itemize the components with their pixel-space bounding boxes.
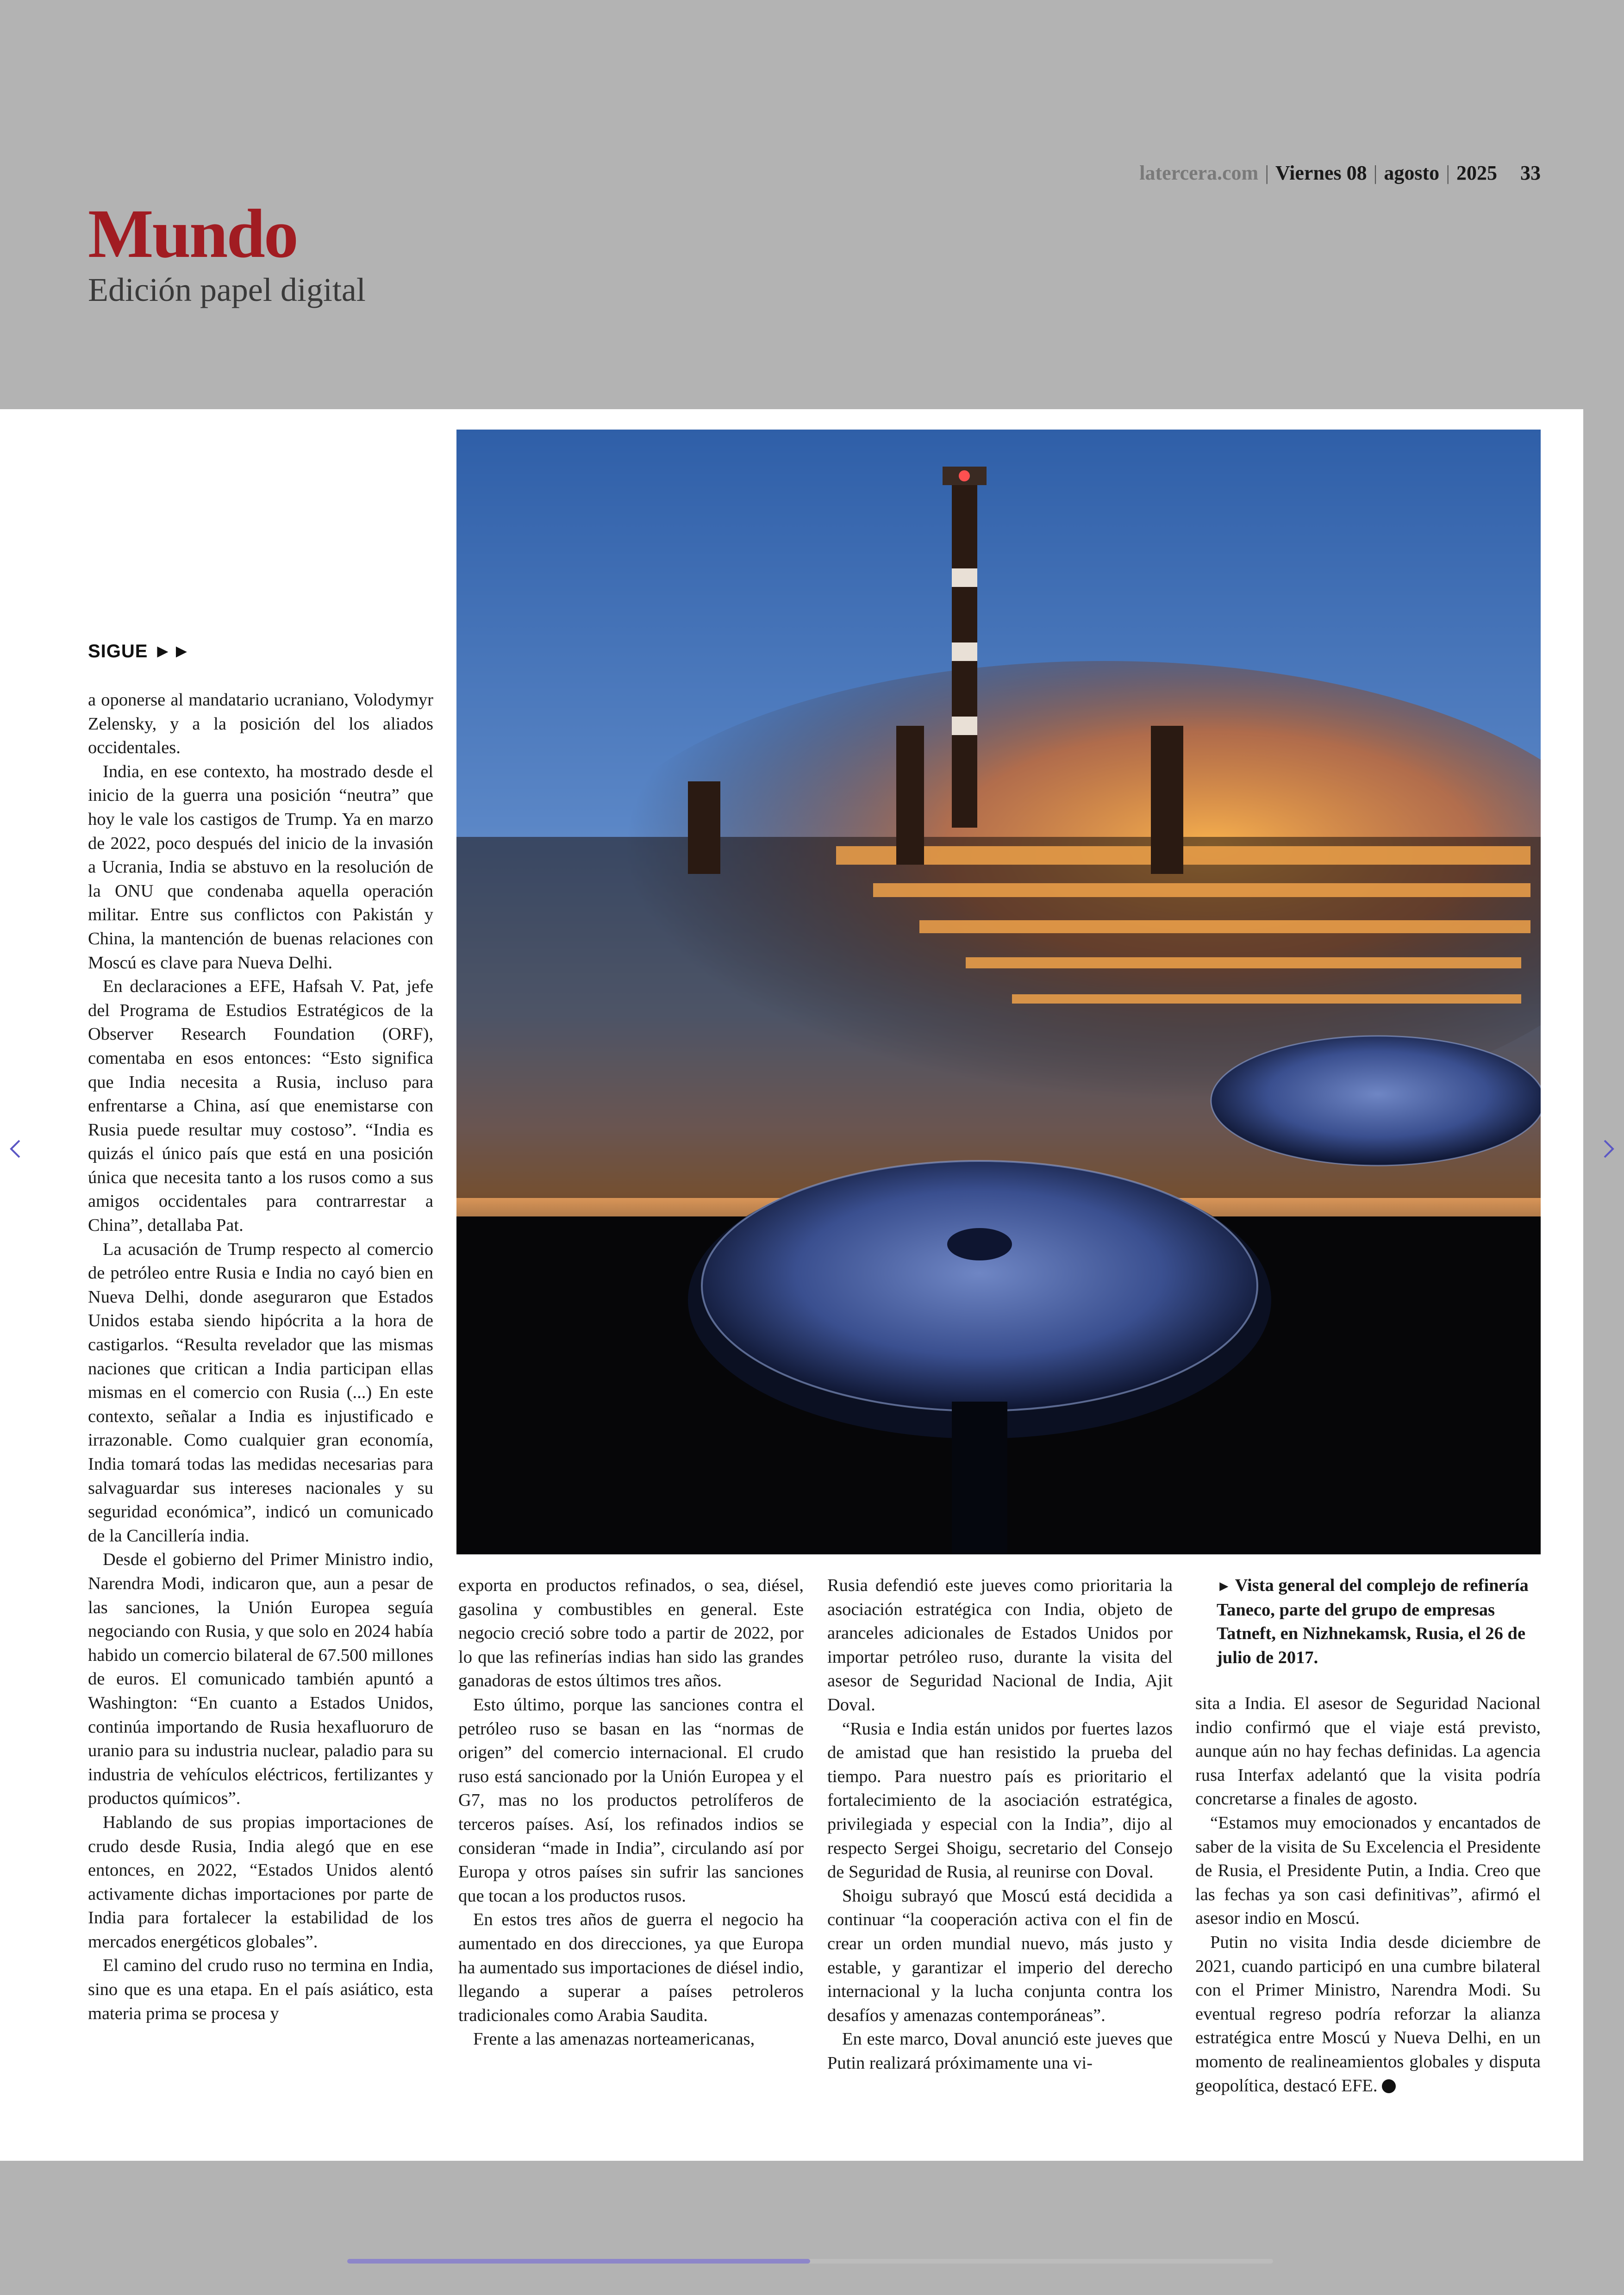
article-paragraph-text: Putin no visita India desde diciembre de 2021, cuando participó en una cumbre bilateral con el Primer Ministro, Narendra Modi. Su eventual regreso podría reforzar la alianza estratégica entre Moscú y Nueva Delhi, en un momento de realineamientos globales y disputa geopolítica, destacó EFE.: [1195, 1932, 1541, 2095]
header-year: 2025: [1456, 162, 1497, 184]
header-separator: |: [1265, 162, 1269, 184]
header-separator: |: [1446, 162, 1450, 184]
next-page-button[interactable]: [1600, 1130, 1618, 1167]
reading-progress-fill: [347, 2259, 810, 2264]
article-paragraph: a oponerse al mandatario ucraniano, Volodymyr Zelensky, y a la posición del los aliados occidentales.: [88, 690, 433, 758]
article-column-3: [827, 1574, 1173, 2075]
article-paragraph: “Estamos muy emocionados y encantados de saber de la visita de Su Excelencia el Presidente de Rusia, el Presidente Putin, a India. Creo que las fechas ya son casi definitivas”, afirmó el asesor indio en Moscú.: [1195, 1813, 1541, 1928]
photo-caption: [1217, 1574, 1541, 1670]
article-paragraph: Desde el gobierno del Primer Ministro indio, Narendra Modi, indicaron que, aun a pesar de las sanciones, la Unión Europea seguía negociando con Rusia, y que solo en 2024 había habido un comercio bilateral de 67.500 millones de euros. El comunicado también apuntó a Washington: “En cuanto a Estados Unidos, continúa importando de Rusia hexafluoruro de uranio para su industria nuclear, paladio para su industria de vehículos eléctricos, fertilizantes y productos químicos”.: [88, 1550, 433, 1809]
reading-progress-bar[interactable]: [347, 2259, 1273, 2264]
section-subtitle: Edición papel digital: [88, 271, 366, 308]
refinery-photo-image: [456, 430, 1541, 1554]
article-paragraph: sita a India. El asesor de Seguridad Nacional indio confirmó que el viaje está previsto, aunque aún no hay fechas definidas. La agencia rusa Interfax adelantó que la visita podría concretarse a finales de agosto.: [1195, 1694, 1541, 1809]
chevron-right-icon: [1600, 1130, 1618, 1167]
site-name: latercera.com: [1139, 162, 1259, 184]
article-column-2: [458, 1574, 804, 2052]
article-paragraph: En estos tres años de guerra el negocio ha aumentado en dos direcciones, ya que Europa ha aumentado sus importaciones de diésel indio, llegando a superar a países petroleros tradicionales como Arabia Saudita.: [458, 1910, 804, 2025]
article-paragraph: En declaraciones a EFE, Hafsah V. Pat, jefe del Programa de Estudios Estratégicos de la Observer Research Foundation (ORF), comentaba en esos entonces: “Esto significa que India necesita a Rusia, incluso para enfrentarse a China, así que enemistarse con Rusia puede resultar muy costoso”. “India es quizás el único país que está en una posición única que necesita tanto a los rusos como a sus amigos occidentales para contrarrestar a China”, detallaba Pat.: [88, 977, 433, 1235]
article-column-1: [88, 688, 433, 2026]
page-header-meta: [1139, 161, 1541, 185]
article-paragraph: Esto último, porque las sanciones contra el petróleo ruso se basan en las “normas de origen” del comercio internacional. El crudo ruso está sancionado por la Unión Europea y el G7, mas no los productos petrolíferos de terceros países. Así, los refinados indios se consideran “made in India”, circulando así por Europa y otros países sin sufrir las sanciones que tocan a los productos rusos.: [458, 1695, 804, 1906]
page-number: 33: [1520, 162, 1541, 184]
article-paragraph: Shoigu subrayó que Moscú está decidida a continuar “la cooperación activa con el fin de crear un orden mundial nuevo, más justo y estable, y garantizar el imperio del derecho internacional y la lucha conjunta contra los desafíos y amenazas contemporáneas”.: [827, 1886, 1173, 2025]
article-column-4: [1195, 1692, 1541, 2098]
article-paragraph: La acusación de Trump respecto al comercio de petróleo entre Rusia e India no cayó bien en Nueva Delhi, donde aseguraron que Estados Unidos estaba siendo hipócrita a la hora de castigarlos. “Resulta revelador que las mismas naciones que critican a India participan ellas mismas en el comercio con Rusia (...) En este contexto, señalar a India es injustificado e irrazonable. Como cualquier gran economía, India tomará todas las medidas necesarias para salvaguardar sus intereses nacionales y su seguridad económica”, indicó un comunicado de la Cancillería india.: [88, 1239, 433, 1546]
header-separator: |: [1373, 162, 1378, 184]
article-paragraph: Frente a las amenazas norteamericanas,: [473, 2029, 755, 2049]
chevron-left-icon: [6, 1130, 24, 1167]
previous-page-button[interactable]: [6, 1130, 24, 1167]
caption-marker-icon: ►: [1217, 1578, 1231, 1594]
article-paragraph: exporta en productos refinados, o sea, diésel, gasolina y combustibles en general. Este negocio creció sobre todo a partir de 2022, por lo que las refinerías indias han sido las grandes ganadoras de estos últimos tres años.: [458, 1576, 804, 1691]
article-paragraph: India, en ese contexto, ha mostrado desde el inicio de la guerra una posición “neutra” que hoy le vale los castigos de Trump. Ya en marzo de 2022, poco después del inicio de la invasión a Ucrania, India se abstuvo en la resolución de la ONU que condenaba aquella operación militar. Entre sus conflictos con Pakistán y China, la mantención de buenas relaciones con Moscú es clave para Nueva Delhi.: [88, 761, 433, 973]
header-month: agosto: [1384, 162, 1440, 184]
article-paragraph: [1195, 1931, 1541, 2098]
article-paragraph: Hablando de sus propias importaciones de crudo desde Rusia, India alegó que en ese entonces, en 2022, “Estados Unidos alentó activamente dichas importaciones por parte de India para fortalecer la estabilidad de los mercados energéticos globales”.: [88, 1812, 433, 1952]
article-paragraph: “Rusia e India están unidos por fuertes lazos de amistad que han resistido la prueba del tiempo. Para nuestro país es prioritario el fortalecimiento de la asociación estratégica, privilegiada y especial con la India”, dijo al respecto Sergei Shoigu, secretario del Consejo de Seguridad de Rusia, al reunirse con Doval.: [827, 1719, 1173, 1882]
continuation-label: SIGUE ►►: [88, 641, 191, 661]
header-day: Viernes 08: [1275, 162, 1367, 184]
end-of-article-icon: [1382, 2079, 1396, 2093]
article-paragraph: Rusia defendió este jueves como prioritaria la asociación estratégica con India, objeto de aranceles adicionales de Estados Unidos por importar petróleo ruso, durante la visita del asesor de Seguridad Nacional de India, Ajit Doval.: [827, 1576, 1173, 1715]
refinery-photo: [456, 430, 1541, 1554]
section-title: Mundo: [88, 195, 297, 272]
caption-text: Vista general del complejo de refinería Taneco, parte del grupo de empresas Tatneft, en Nizhnekamsk, Rusia, el 26 de julio de 2017.: [1217, 1576, 1529, 1667]
article-paragraph: En este marco, Doval anunció este jueves que Putin realizará próximamente una vi-: [827, 2029, 1173, 2073]
article-paragraph: El camino del crudo ruso no termina en India, sino que es una etapa. En el país asiático, esta materia prima se procesa y: [88, 1956, 433, 2023]
